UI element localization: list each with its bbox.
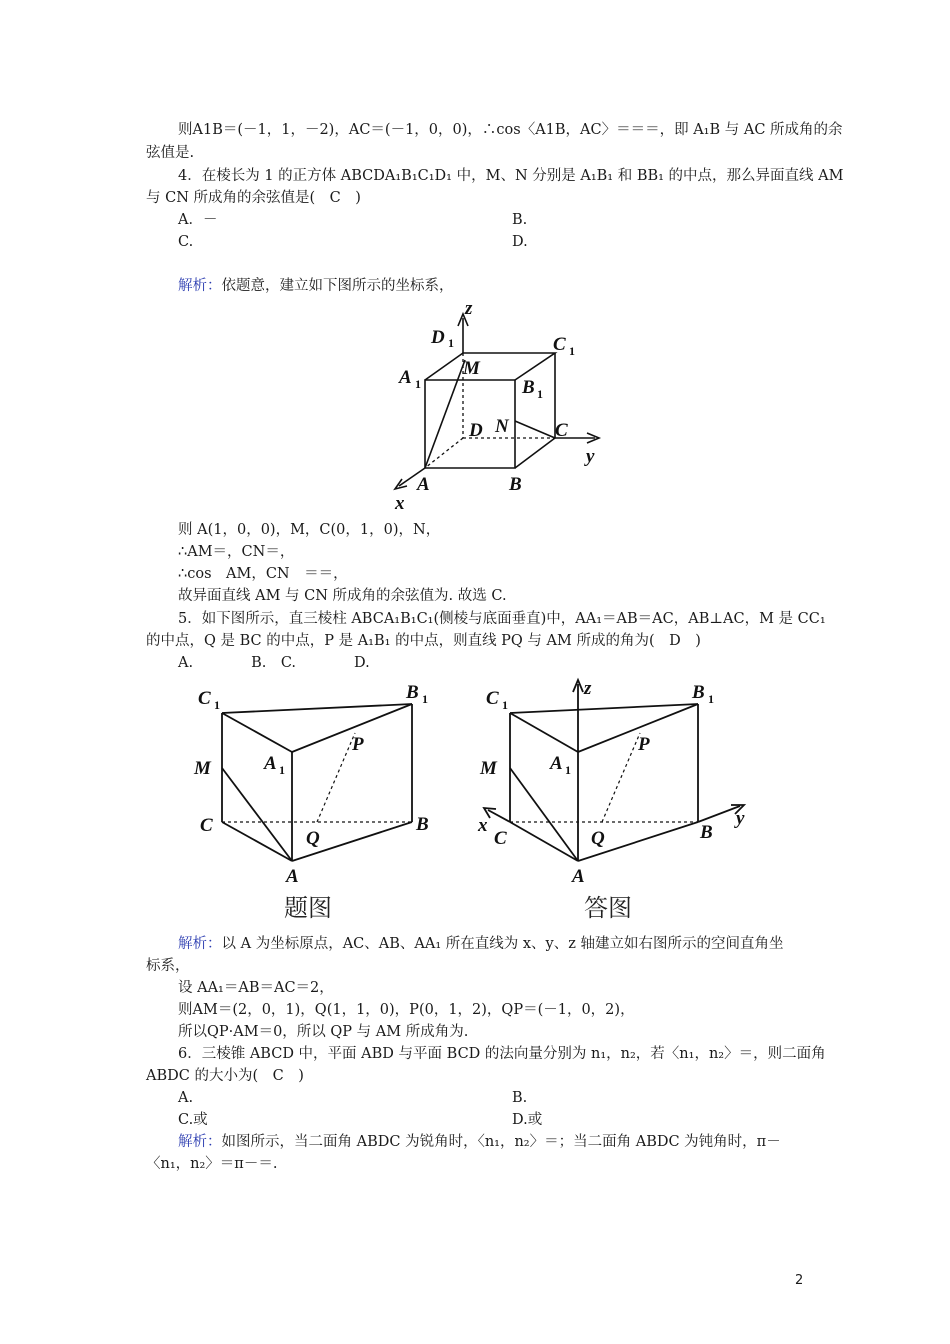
analysis-tag: 解析： bbox=[178, 936, 222, 952]
question-5-stem-cont: 的中点，Q 是 BC 的中点，P 是 A₁B₁ 的中点，则直线 PQ 与 AM 所成的角为( D ) bbox=[146, 633, 701, 649]
solution-line: 则 A(1，0，0)，M，C(0，1，0)，N， bbox=[178, 522, 441, 538]
question-5-stem: 5．如下图所示，直三棱柱 ABCA₁B₁C₁(侧棱与底面垂直)中，AA₁＝AB＝AC，AB⊥AC，M 是 CC₁ bbox=[178, 611, 826, 627]
figure-caption: 答图 bbox=[584, 894, 632, 922]
option-d: D. bbox=[512, 234, 528, 250]
point-m-label: M bbox=[463, 358, 480, 379]
vertex-b1-label: B bbox=[692, 682, 705, 703]
vertex-d-label: D bbox=[469, 420, 483, 441]
point-m-label: M bbox=[194, 758, 211, 779]
prism-figure-answer bbox=[472, 676, 762, 926]
vertex-a-label: A bbox=[417, 474, 430, 495]
question-4-stem: 4．在棱长为 1 的正方体 ABCDA₁B₁C₁D₁ 中，M、N 分别是 A₁B₁ 和 BB₁ 的中点，那么异面直线 AM bbox=[178, 168, 844, 184]
vertex-c1-label: C bbox=[486, 688, 499, 709]
x-axis-label: x bbox=[478, 815, 488, 836]
option-a: A. bbox=[178, 1090, 194, 1106]
subscript: 1 bbox=[537, 387, 543, 401]
vertex-a1-label: A bbox=[264, 753, 277, 774]
text-line: 弦值是. bbox=[146, 145, 195, 161]
point-q-label: Q bbox=[306, 828, 320, 849]
solution-line: 则AM＝(2，0，1)，Q(1，1，0)，P(0，1，2)，QP＝(－1，0，2)， bbox=[178, 1002, 635, 1018]
z-axis-label: z bbox=[465, 298, 473, 319]
option-c: C.或 bbox=[178, 1112, 208, 1128]
subscript: 1 bbox=[214, 698, 220, 712]
option-c: C. bbox=[178, 234, 194, 250]
figure-caption: 题图 bbox=[284, 894, 332, 922]
text-line: 则A1B＝(－1，1，－2)，AC＝(－1，0，0)，∴cos〈A1B，AC〉＝＝＝，即 A₁B 与 AC 所成角的余 bbox=[178, 122, 843, 138]
cube-figure bbox=[385, 296, 615, 514]
analysis-tag: 解析： bbox=[178, 1134, 222, 1150]
analysis-text: 以 A 为坐标原点，AC、AB、AA₁ 所在直线为 x、y、z 轴建立如右图所示的空间直角坐 bbox=[221, 936, 784, 952]
vertex-b-label: B bbox=[509, 474, 522, 495]
vertex-c-label: C bbox=[494, 828, 507, 849]
point-n-label: N bbox=[495, 416, 509, 437]
z-axis-label: z bbox=[584, 678, 592, 699]
analysis-line bbox=[178, 934, 783, 954]
vertex-a1-label: A bbox=[550, 753, 563, 774]
solution-line: ∴cos AM，CN ＝＝， bbox=[178, 566, 348, 582]
subscript: 1 bbox=[279, 763, 285, 777]
vertex-c-label: C bbox=[200, 815, 213, 836]
solution-line: 故异面直线 AM 与 CN 所成角的余弦值为. 故选 C. bbox=[178, 588, 507, 604]
option-b: B. bbox=[512, 212, 528, 228]
point-q-label: Q bbox=[591, 828, 605, 849]
question-5-options: A. B. C. D. bbox=[178, 655, 370, 671]
subscript: 1 bbox=[565, 763, 571, 777]
subscript: 1 bbox=[422, 692, 428, 706]
page-number: 2 bbox=[795, 1273, 804, 1288]
point-p-label: P bbox=[638, 734, 650, 755]
solution-line: 设 AA₁＝AB＝AC＝2， bbox=[178, 980, 334, 996]
subscript: 1 bbox=[502, 698, 508, 712]
vertex-b-label: B bbox=[416, 814, 429, 835]
vertex-d1-label: D bbox=[431, 327, 445, 348]
solution-line: 所以QP·AM＝0，所以 QP 与 AM 所成角为. bbox=[178, 1024, 469, 1040]
vertex-c-label: C bbox=[555, 420, 568, 441]
analysis-text: 依题意，建立如下图所示的坐标系， bbox=[221, 278, 454, 294]
analysis-line bbox=[178, 276, 454, 296]
question-6-stem: 6．三棱锥 ABCD 中，平面 ABD 与平面 BCD 的法向量分别为 n₁，n₂，若〈n₁，n₂〉＝，则二面角 bbox=[178, 1046, 826, 1062]
point-p-label: P bbox=[352, 734, 364, 755]
solution-line: ∴AM＝，CN＝， bbox=[178, 544, 295, 560]
vertex-a1-label: A bbox=[399, 367, 412, 388]
option-a: A．－ bbox=[178, 212, 218, 228]
analysis-line bbox=[178, 1132, 781, 1152]
analysis-tag: 解析： bbox=[178, 278, 222, 294]
point-m-label: M bbox=[480, 758, 497, 779]
solution-line: 标系， bbox=[146, 958, 190, 974]
subscript: 1 bbox=[569, 344, 575, 358]
y-axis-label: y bbox=[736, 808, 745, 829]
question-4-stem-cont: 与 CN 所成角的余弦值是( C ) bbox=[146, 190, 361, 206]
vertex-b1-label: B bbox=[522, 377, 535, 398]
vertex-b1-label: B bbox=[406, 682, 419, 703]
prism-figure-question bbox=[190, 676, 450, 926]
option-b: B. bbox=[512, 1090, 528, 1106]
subscript: 1 bbox=[708, 692, 714, 706]
vertex-c1-label: C bbox=[553, 334, 566, 355]
subscript: 1 bbox=[415, 377, 421, 391]
y-axis-label: y bbox=[586, 446, 595, 467]
option-d: D.或 bbox=[512, 1112, 543, 1128]
x-axis-label: x bbox=[395, 493, 405, 514]
question-6-stem-cont: ABDC 的大小为( C ) bbox=[146, 1068, 304, 1084]
subscript: 1 bbox=[448, 336, 454, 350]
solution-line: 〈n₁，n₂〉＝π－＝. bbox=[146, 1156, 278, 1172]
vertex-b-label: B bbox=[700, 822, 713, 843]
vertex-c1-label: C bbox=[198, 688, 211, 709]
vertex-a-label: A bbox=[572, 866, 585, 887]
vertex-a-label: A bbox=[286, 866, 299, 887]
analysis-text: 如图所示，当二面角 ABDC 为锐角时，〈n₁，n₂〉＝；当二面角 ABDC 为钝角时，π－ bbox=[221, 1134, 781, 1150]
